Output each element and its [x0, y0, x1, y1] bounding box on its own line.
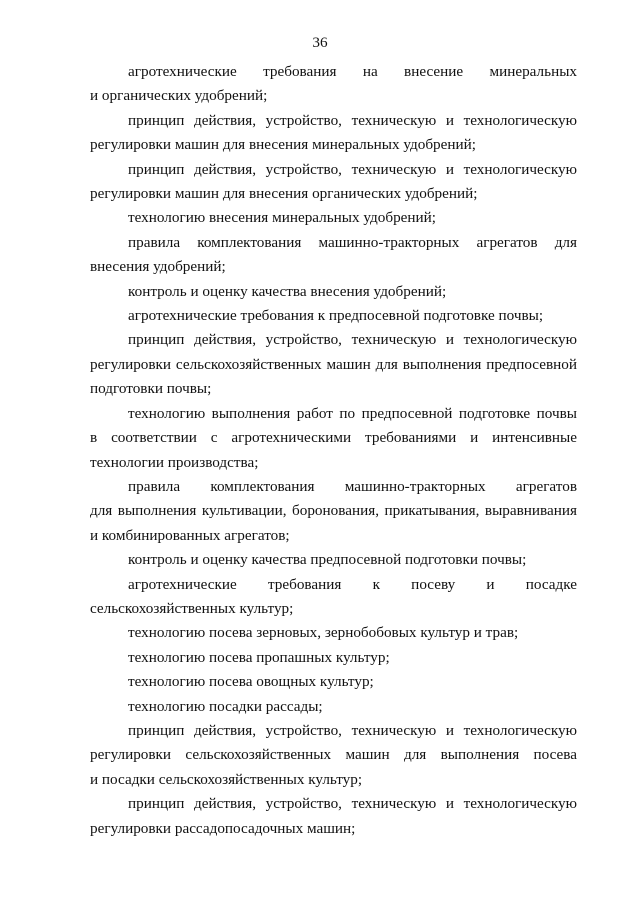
paragraph — [90, 475, 577, 548]
paragraph-line: сельскохозяйственных культур; — [90, 599, 294, 617]
paragraph — [90, 231, 577, 280]
paragraph-line: регулировки машин для внесения органических удобрений; — [90, 185, 478, 203]
paragraph-line: для выполнения культивации, боронования, прикатывания, выравнивания — [90, 502, 577, 520]
paragraph-line: принцип действия, устройство, техническую и технологическую — [128, 721, 577, 739]
paragraph: контроль и оценку качества внесения удобрений; — [128, 282, 447, 300]
paragraph: технологию посева зерновых, зернобобовых культур и трав; — [128, 624, 519, 642]
paragraph-line: правила комплектования машинно-тракторных агрегатов для — [128, 233, 577, 251]
paragraph-line: регулировки сельскохозяйственных машин для выполнения посева — [90, 746, 577, 764]
paragraph-line: правила комплектования машинно-тракторных агрегатов — [128, 477, 577, 495]
paragraph: технологию посева овощных культур; — [128, 673, 374, 691]
paragraph-line: и комбинированных агрегатов; — [90, 526, 290, 544]
paragraph: технологию внесения минеральных удобрений; — [128, 209, 437, 227]
paragraph — [90, 158, 577, 207]
paragraph-line: принцип действия, устройство, техническую и технологическую — [128, 160, 577, 178]
paragraph-line: технологию выполнения работ по предпосевной подготовке почвы — [128, 404, 577, 422]
paragraph — [90, 109, 577, 158]
paragraph-line: в соответствии с агротехническими требованиями и интенсивные — [90, 429, 577, 447]
paragraph-line: агротехнические требования на внесение минеральных — [128, 63, 577, 80]
paragraph: технологию посадки рассады; — [128, 697, 323, 715]
page-number: 36 — [312, 34, 328, 51]
paragraph — [90, 328, 577, 401]
paragraph-line: подготовки почвы; — [90, 380, 212, 398]
body-text — [90, 60, 577, 841]
paragraph: контроль и оценку качества предпосевной подготовки почвы; — [128, 551, 527, 569]
paragraph-line: и посадки сельскохозяйственных культур; — [90, 770, 363, 788]
paragraph-line: регулировки сельскохозяйственных машин для выполнения предпосевной — [90, 355, 577, 373]
paragraph-line: принцип действия, устройство, техническую и технологическую — [128, 111, 577, 129]
paragraph — [90, 573, 577, 622]
paragraph-line: принцип действия, устройство, техническую и технологическую — [128, 795, 577, 813]
paragraph — [90, 719, 577, 792]
paragraph-line: и органических удобрений; — [90, 87, 268, 105]
paragraph — [90, 402, 577, 475]
paragraph-line: принцип действия, устройство, техническую и технологическую — [128, 331, 577, 349]
paragraph — [90, 60, 577, 109]
paragraph: агротехнические требования к предпосевной подготовке почвы; — [128, 307, 544, 325]
paragraph-line: регулировки машин для внесения минеральных удобрений; — [90, 136, 476, 154]
paragraph-line: регулировки рассадопосадочных машин; — [90, 819, 356, 837]
paragraph — [90, 792, 577, 841]
paragraph-line: агротехнические требования к посеву и посадке — [128, 575, 577, 593]
paragraph: технологию посева пропашных культур; — [128, 648, 390, 666]
paragraph-line: внесения удобрений; — [90, 258, 226, 276]
paragraph-line: технологии производства; — [90, 453, 259, 471]
